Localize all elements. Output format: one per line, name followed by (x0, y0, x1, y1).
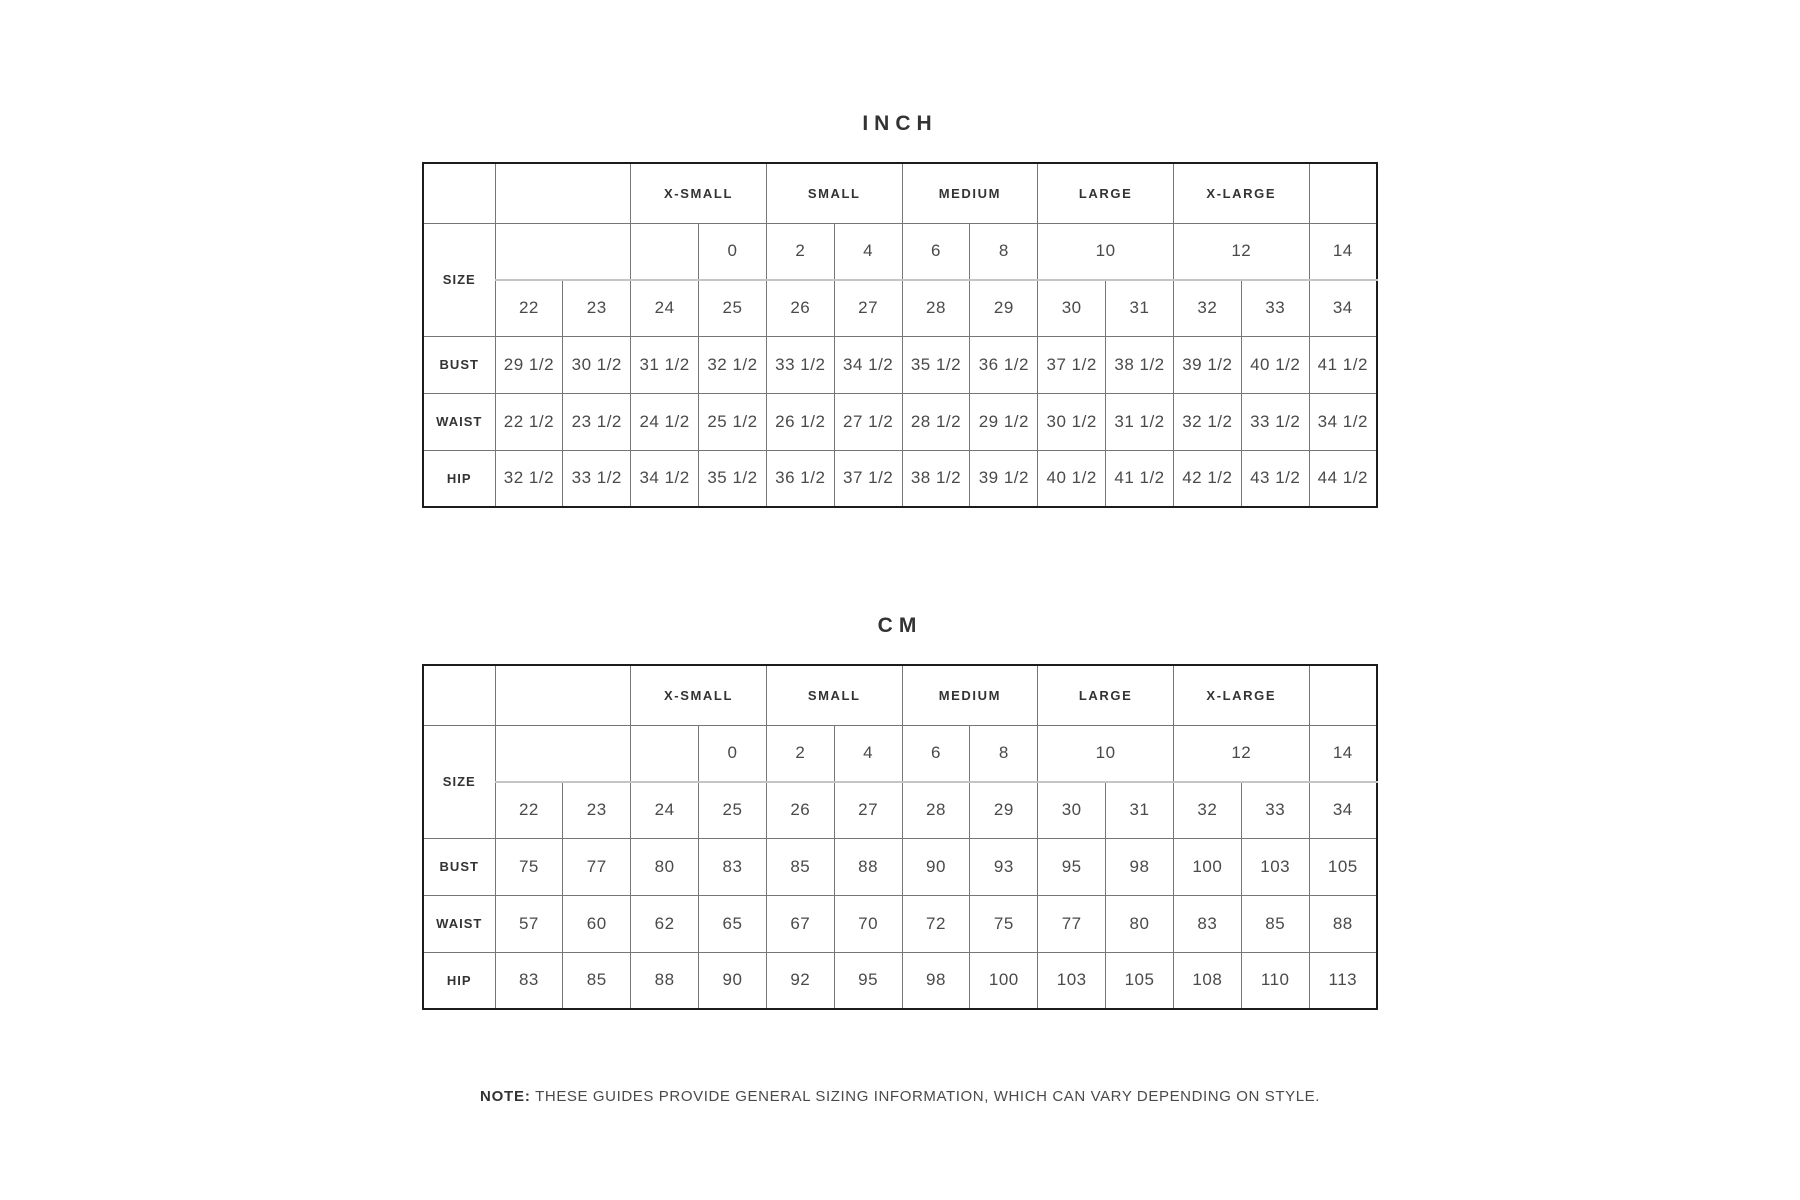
cm-intl-size-29: 29 (970, 782, 1038, 838)
cm-table-title: CM (877, 614, 923, 637)
inch-intl-size-28: 28 (902, 280, 970, 336)
inch-intl-size-31: 31 (1106, 280, 1174, 336)
inch-group-blank-6 (1309, 163, 1377, 223)
inch-group-large: LARGE (1038, 163, 1174, 223)
cm-intl-size-33: 33 (1241, 782, 1309, 838)
inch-group-small: SMALL (766, 163, 902, 223)
inch-row-label-hip: HIP (423, 450, 495, 507)
cm-waist-size31: 80 (1106, 895, 1174, 952)
inch-hip-size27: 37 1/2 (834, 450, 902, 507)
inch-us-size-0: 0 (699, 223, 767, 280)
cm-hip-size26: 92 (766, 952, 834, 1009)
inch-hip-size30: 40 1/2 (1038, 450, 1106, 507)
inch-group-x-small: X-SMALL (631, 163, 767, 223)
cm-us-size-14: 14 (1309, 725, 1377, 782)
inch-us-size-6: 6 (902, 223, 970, 280)
inch-us-size-2: 2 (766, 223, 834, 280)
cm-hip-size30: 103 (1038, 952, 1106, 1009)
cm-group-medium: MEDIUM (902, 665, 1038, 725)
cm-bust-size23: 77 (563, 838, 631, 895)
inch-bust-size23: 30 1/2 (563, 336, 631, 393)
note-label: NOTE: (479, 1088, 531, 1105)
inch-waist-size28: 28 1/2 (902, 393, 970, 450)
cm-hip-size32: 108 (1173, 952, 1241, 1009)
inch-bust-size30: 37 1/2 (1038, 336, 1106, 393)
note-text: THESE GUIDES PROVIDE GENERAL SIZING INFORMATION, WHICH CAN VARY DEPENDING ON STYLE. (535, 1088, 1321, 1105)
inch-bust-size34: 41 1/2 (1309, 336, 1377, 393)
cm-table-section (422, 614, 1378, 1010)
cm-intl-size-31: 31 (1106, 782, 1174, 838)
inch-waist-size30: 30 1/2 (1038, 393, 1106, 450)
cm-hip-size23: 85 (563, 952, 631, 1009)
inch-intl-size-23: 23 (563, 280, 631, 336)
cm-waist-size32: 83 (1173, 895, 1241, 952)
cm-hip-size31: 105 (1106, 952, 1174, 1009)
inch-intl-size-30: 30 (1038, 280, 1106, 336)
cm-group-large: LARGE (1038, 665, 1174, 725)
inch-hip-size31: 41 1/2 (1106, 450, 1174, 507)
cm-waist-size30: 77 (1038, 895, 1106, 952)
cm-group-blank-0 (495, 665, 631, 725)
cm-bust-size28: 90 (902, 838, 970, 895)
inch-table-title: INCH (862, 112, 938, 135)
inch-waist-size29: 29 1/2 (970, 393, 1038, 450)
inch-table-section (422, 112, 1378, 508)
cm-waist-size34: 88 (1309, 895, 1377, 952)
cm-hip-size34: 113 (1309, 952, 1377, 1009)
cm-group-x-large: X-LARGE (1173, 665, 1309, 725)
cm-bust-size27: 88 (834, 838, 902, 895)
cm-intl-size-28: 28 (902, 782, 970, 838)
inch-group-medium: MEDIUM (902, 163, 1038, 223)
inch-group-blank-0 (495, 163, 631, 223)
cm-intl-size-26: 26 (766, 782, 834, 838)
cm-bust-size24: 80 (631, 838, 699, 895)
cm-waist-size27: 70 (834, 895, 902, 952)
cm-hip-size28: 98 (902, 952, 970, 1009)
cm-intl-size-23: 23 (563, 782, 631, 838)
cm-hip-size29: 100 (970, 952, 1038, 1009)
inch-intl-size-24: 24 (631, 280, 699, 336)
inch-row-label-size: SIZE (423, 223, 495, 336)
inch-bust-size22: 29 1/2 (495, 336, 563, 393)
cm-us-size-blank-0 (495, 725, 631, 782)
cm-bust-size30: 95 (1038, 838, 1106, 895)
cm-group-small: SMALL (766, 665, 902, 725)
inch-intl-size-22: 22 (495, 280, 563, 336)
cm-bust-size31: 98 (1106, 838, 1174, 895)
cm-waist-size28: 72 (902, 895, 970, 952)
inch-waist-size25: 25 1/2 (699, 393, 767, 450)
inch-waist-size33: 33 1/2 (1241, 393, 1309, 450)
inch-hip-size23: 33 1/2 (563, 450, 631, 507)
cm-bust-size22: 75 (495, 838, 563, 895)
inch-us-size-blank-0 (495, 223, 631, 280)
inch-bust-size27: 34 1/2 (834, 336, 902, 393)
inch-bust-size29: 36 1/2 (970, 336, 1038, 393)
inch-intl-size-32: 32 (1173, 280, 1241, 336)
inch-hip-size34: 44 1/2 (1309, 450, 1377, 507)
cm-intl-size-32: 32 (1173, 782, 1241, 838)
inch-hip-size29: 39 1/2 (970, 450, 1038, 507)
cm-hip-size25: 90 (699, 952, 767, 1009)
inch-waist-size23: 23 1/2 (563, 393, 631, 450)
cm-waist-size33: 85 (1241, 895, 1309, 952)
cm-hip-size24: 88 (631, 952, 699, 1009)
cm-intl-size-25: 25 (699, 782, 767, 838)
cm-us-size-blank-1 (631, 725, 699, 782)
inch-waist-size34: 34 1/2 (1309, 393, 1377, 450)
inch-us-size-12: 12 (1173, 223, 1309, 280)
cm-bust-size26: 85 (766, 838, 834, 895)
inch-bust-size26: 33 1/2 (766, 336, 834, 393)
cm-size-table (422, 664, 1378, 1010)
inch-us-size-14: 14 (1309, 223, 1377, 280)
inch-bust-size24: 31 1/2 (631, 336, 699, 393)
cm-group-blank-6 (1309, 665, 1377, 725)
inch-size-table (422, 162, 1378, 508)
inch-bust-size28: 35 1/2 (902, 336, 970, 393)
cm-hip-size27: 95 (834, 952, 902, 1009)
cm-bust-size32: 100 (1173, 838, 1241, 895)
cm-waist-size26: 67 (766, 895, 834, 952)
inch-intl-size-26: 26 (766, 280, 834, 336)
cm-row-label-hip: HIP (423, 952, 495, 1009)
inch-us-size-blank-1 (631, 223, 699, 280)
cm-row-label-waist: WAIST (423, 895, 495, 952)
inch-bust-size31: 38 1/2 (1106, 336, 1174, 393)
cm-hip-size33: 110 (1241, 952, 1309, 1009)
cm-corner-cell (423, 665, 495, 725)
cm-us-size-6: 6 (902, 725, 970, 782)
cm-us-size-12: 12 (1173, 725, 1309, 782)
inch-row-label-waist: WAIST (423, 393, 495, 450)
inch-waist-size27: 27 1/2 (834, 393, 902, 450)
inch-group-x-large: X-LARGE (1173, 163, 1309, 223)
inch-us-size-10: 10 (1038, 223, 1174, 280)
inch-waist-size24: 24 1/2 (631, 393, 699, 450)
cm-bust-size34: 105 (1309, 838, 1377, 895)
inch-intl-size-29: 29 (970, 280, 1038, 336)
cm-waist-size25: 65 (699, 895, 767, 952)
cm-bust-size29: 93 (970, 838, 1038, 895)
cm-intl-size-24: 24 (631, 782, 699, 838)
inch-us-size-8: 8 (970, 223, 1038, 280)
inch-waist-size22: 22 1/2 (495, 393, 563, 450)
cm-us-size-10: 10 (1038, 725, 1174, 782)
cm-hip-size22: 83 (495, 952, 563, 1009)
inch-hip-size26: 36 1/2 (766, 450, 834, 507)
cm-us-size-4: 4 (834, 725, 902, 782)
cm-intl-size-27: 27 (834, 782, 902, 838)
inch-hip-size24: 34 1/2 (631, 450, 699, 507)
inch-bust-size25: 32 1/2 (699, 336, 767, 393)
cm-intl-size-30: 30 (1038, 782, 1106, 838)
inch-hip-size33: 43 1/2 (1241, 450, 1309, 507)
cm-us-size-2: 2 (766, 725, 834, 782)
cm-row-label-size: SIZE (423, 725, 495, 838)
size-guide-page (422, 0, 1378, 1105)
cm-us-size-0: 0 (699, 725, 767, 782)
inch-hip-size22: 32 1/2 (495, 450, 563, 507)
cm-intl-size-34: 34 (1309, 782, 1377, 838)
inch-us-size-4: 4 (834, 223, 902, 280)
inch-waist-size32: 32 1/2 (1173, 393, 1241, 450)
inch-bust-size32: 39 1/2 (1173, 336, 1241, 393)
cm-waist-size23: 60 (563, 895, 631, 952)
cm-bust-size25: 83 (699, 838, 767, 895)
inch-corner-cell (423, 163, 495, 223)
inch-hip-size25: 35 1/2 (699, 450, 767, 507)
cm-intl-size-22: 22 (495, 782, 563, 838)
inch-intl-size-25: 25 (699, 280, 767, 336)
cm-row-label-bust: BUST (423, 838, 495, 895)
inch-bust-size33: 40 1/2 (1241, 336, 1309, 393)
inch-waist-size26: 26 1/2 (766, 393, 834, 450)
sizing-note (422, 1088, 1378, 1105)
inch-waist-size31: 31 1/2 (1106, 393, 1174, 450)
cm-waist-size29: 75 (970, 895, 1038, 952)
inch-hip-size32: 42 1/2 (1173, 450, 1241, 507)
cm-waist-size22: 57 (495, 895, 563, 952)
tables-host (422, 112, 1378, 1010)
inch-intl-size-34: 34 (1309, 280, 1377, 336)
inch-hip-size28: 38 1/2 (902, 450, 970, 507)
cm-bust-size33: 103 (1241, 838, 1309, 895)
cm-waist-size24: 62 (631, 895, 699, 952)
inch-row-label-bust: BUST (423, 336, 495, 393)
inch-intl-size-27: 27 (834, 280, 902, 336)
cm-group-x-small: X-SMALL (631, 665, 767, 725)
cm-us-size-8: 8 (970, 725, 1038, 782)
inch-intl-size-33: 33 (1241, 280, 1309, 336)
